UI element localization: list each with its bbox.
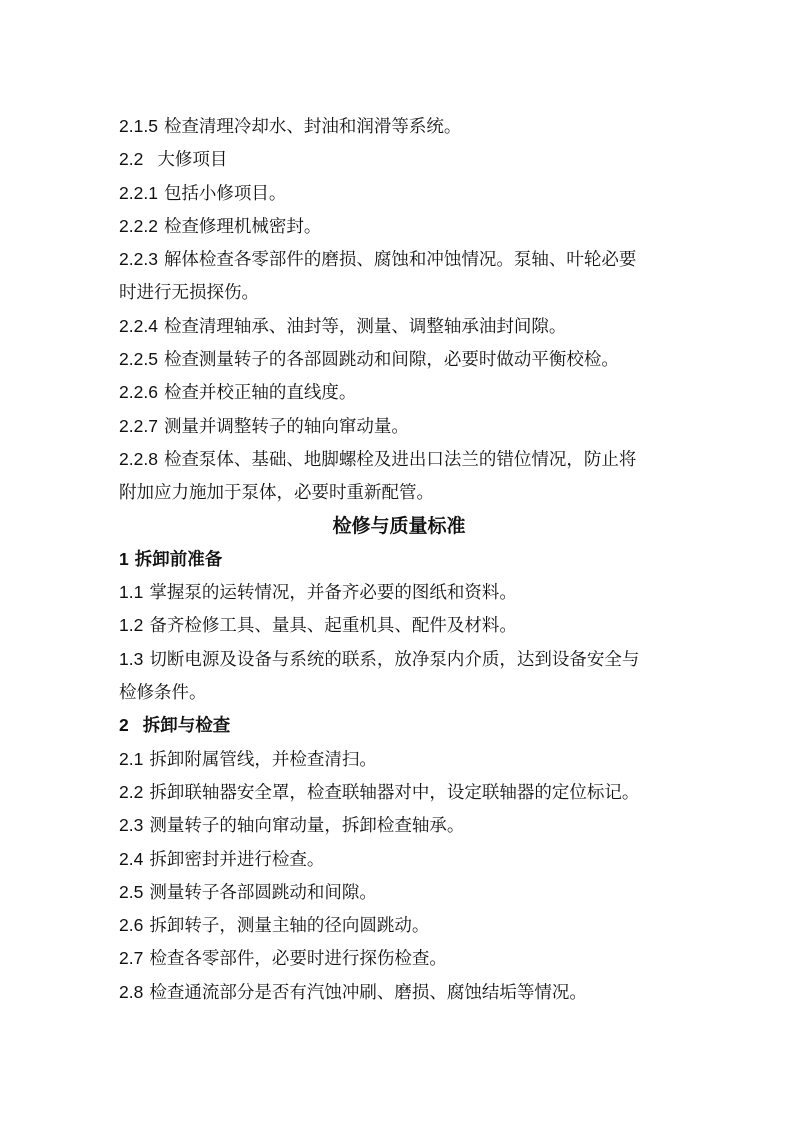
clause-number: 2.4 <box>119 848 144 869</box>
clause-text: 附加应力施加于泵体，必要时重新配管。 <box>119 482 434 503</box>
clause-text: 拆卸转子，测量主轴的径向圆跳动。 <box>149 915 430 936</box>
clause-number: 2.2.6 <box>119 382 158 403</box>
clause-text: 包括小修项目。 <box>163 182 287 203</box>
clause-number: 2.2.2 <box>119 215 158 236</box>
clause-line <box>119 843 679 876</box>
clause-number: 1 <box>119 548 129 569</box>
clause-number: 2.2.5 <box>119 349 158 370</box>
clause-line <box>119 976 679 1009</box>
clause-text: 拆卸联轴器安全罩，检查联轴器对中，设定联轴器的定位标记。 <box>149 781 640 802</box>
clause-line <box>119 110 679 143</box>
clause-line <box>119 776 679 809</box>
clause-number: 2.6 <box>119 915 144 936</box>
clause-continuation <box>119 676 679 709</box>
clause-number: 1.3 <box>119 648 144 669</box>
clause-number: 1.2 <box>119 615 144 636</box>
clause-text: 拆卸密封并进行检查。 <box>149 848 325 869</box>
clause-line <box>119 809 679 842</box>
clause-text: 检查测量转子的各部圆跳动和间隙，必要时做动平衡校检。 <box>163 349 619 370</box>
clause-text: 拆卸与检查 <box>142 715 231 736</box>
clause-number: 2.2.8 <box>119 448 158 469</box>
clause-line <box>119 443 679 476</box>
clause-line <box>119 210 679 243</box>
clause-text: 检查泵体、基础、地脚螺栓及进出口法兰的错位情况，防止将 <box>163 448 637 469</box>
clause-line <box>119 310 679 343</box>
section-standards <box>119 543 679 1009</box>
clause-text: 拆卸前准备 <box>134 548 223 569</box>
clause-line <box>119 609 679 642</box>
clause-number: 2.5 <box>119 881 144 902</box>
clause-number: 2.2 <box>119 781 144 802</box>
clause-text: 备齐检修工具、量具、起重机具、配件及材料。 <box>149 615 517 636</box>
clause-number: 2.8 <box>119 981 144 1002</box>
clause-line <box>119 343 679 376</box>
clause-number: 2.2.4 <box>119 315 158 336</box>
clause-text: 测量转子各部圆跳动和间隙。 <box>149 881 377 902</box>
clause-number: 2.2.7 <box>119 415 158 436</box>
clause-text: 检查并校正轴的直线度。 <box>163 382 357 403</box>
clause-text: 测量转子的轴向窜动量，拆卸检查轴承。 <box>149 815 465 836</box>
clause-continuation <box>119 476 679 509</box>
section-title: 检修与质量标准 <box>332 515 466 537</box>
clause-line <box>119 543 679 576</box>
clause-line <box>119 243 679 276</box>
clause-text: 大修项目 <box>157 149 228 170</box>
clause-text: 时进行无损探伤。 <box>119 282 259 303</box>
clause-number: 2.2.1 <box>119 182 158 203</box>
document-page <box>119 110 679 1009</box>
clause-line <box>119 909 679 942</box>
clause-line <box>119 709 679 742</box>
clause-number: 2.2.3 <box>119 249 158 270</box>
clause-line <box>119 743 679 776</box>
clause-line <box>119 410 679 443</box>
clause-number: 2.1 <box>119 748 144 769</box>
clause-text: 检查清理冷却水、封油和润滑等系统。 <box>163 116 462 136</box>
clause-text: 解体检查各零部件的磨损、腐蚀和冲蚀情况。泵轴、叶轮必要 <box>163 249 637 270</box>
clause-number: 1.1 <box>119 582 144 603</box>
clause-text: 检查各零部件，必要时进行探伤检查。 <box>149 948 447 969</box>
clause-text: 检修条件。 <box>119 682 207 703</box>
section-maintenance-items <box>119 110 679 510</box>
clause-text: 拆卸附属管线，并检查清扫。 <box>149 748 377 769</box>
clause-text: 检查清理轴承、油封等，测量、调整轴承油封间隙。 <box>163 315 567 336</box>
clause-continuation <box>119 276 679 309</box>
clause-line <box>119 376 679 409</box>
clause-number: 2.1.5 <box>119 116 158 136</box>
clause-line <box>119 643 679 676</box>
clause-text: 测量并调整转子的轴向窜动量。 <box>163 415 409 436</box>
clause-line <box>119 177 679 210</box>
clause-text: 检查通流部分是否有汽蚀冲刷、磨损、腐蚀结垢等情况。 <box>149 981 587 1002</box>
clause-number: 2.7 <box>119 948 144 969</box>
clause-number: 2.3 <box>119 815 144 836</box>
clause-text: 切断电源及设备与系统的联系，放净泵内介质，达到设备安全与 <box>149 648 640 669</box>
clause-text: 检查修理机械密封。 <box>163 215 322 236</box>
clause-number: 2.2 <box>119 149 144 170</box>
clause-number: 2 <box>119 715 129 736</box>
clause-line <box>119 876 679 909</box>
clause-line <box>119 576 679 609</box>
clause-line <box>119 942 679 975</box>
clause-text: 掌握泵的运转情况，并备齐必要的图纸和资料。 <box>149 582 517 603</box>
clause-line <box>119 143 679 176</box>
